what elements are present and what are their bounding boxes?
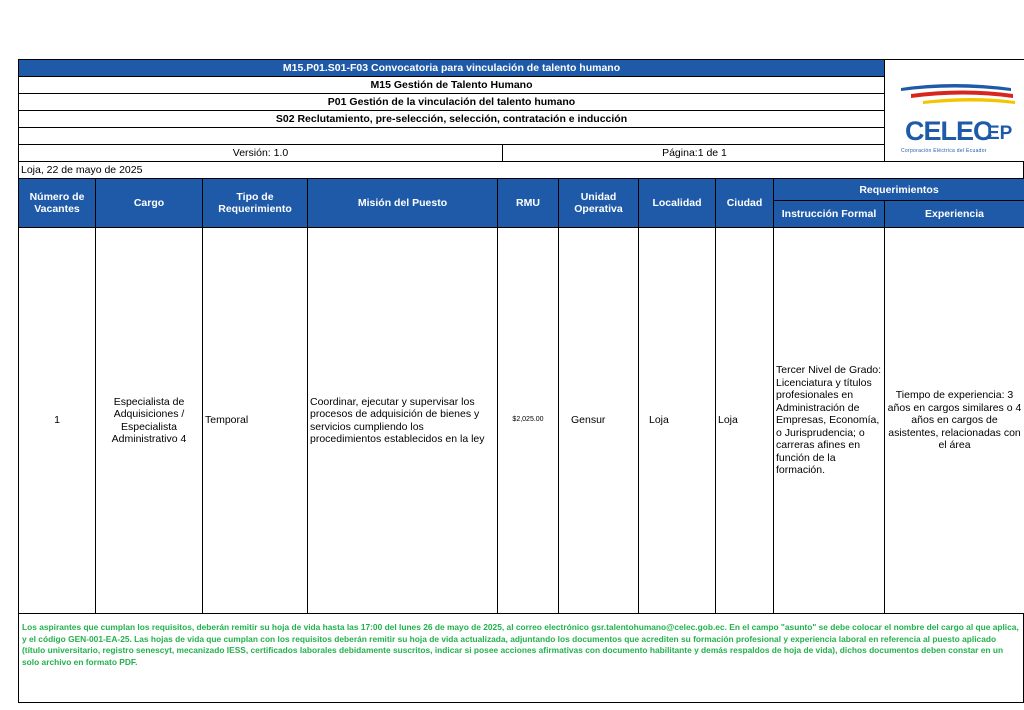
col-localidad: Localidad [639,179,716,228]
cell-instruccion: Tercer Nivel de Grado: Licenciatura y títulos profesionales en Administración de Empresas, Economía, o Jurisprudencia; o carreras afines en función de la formación. [774,228,885,614]
col-tipo: Tipo de Requerimiento [203,179,308,228]
subprocess-title: S02 Reclutamiento, pre-selección, selección, contratación e inducción [18,110,885,127]
cell-experiencia: Tiempo de experiencia: 3 años en cargos similares o 4 años en cargos de asistentes, relacionadas con el área [885,228,1024,614]
form-code-title: M15.P01.S01-F03 Convocatoria para vinculación de talento humano [18,59,885,76]
col-mision: Misión del Puesto [308,179,498,228]
col-unidad: Unidad Operativa [559,179,639,228]
cell-unidad: Gensur [559,228,639,614]
cell-localidad: Loja [639,228,716,614]
macroprocess-title: M15 Gestión de Talento Humano [18,76,885,93]
logo-name: CELEC [905,116,992,146]
col-instruccion: Instrucción Formal [774,201,885,228]
cell-mision: Coordinar, ejecutar y supervisar los procesos de adquisición de bienes y servicios cumpliendo los procedimientos establecidos en la ley [308,228,498,614]
logo-swoosh-icon [893,76,1019,116]
cell-tipo: Temporal [203,228,308,614]
cell-cargo: Especialista de Adquisiciones / Especialista Administrativo 4 [96,228,203,614]
application-instructions: Los aspirantes que cumplan los requisitos, deberán remitir su hoja de vida hasta las 17:00 del lunes 26 de mayo de 2025, al correo electrónico gsr.talentohumano@celec.gob.ec. En el campo "asunto" se debe colocar el nombre del cargo al que aplica, y el código GEN-001-EA-25. Las hojas de vida que cumplan con los requisitos deberán remitir su hoja de vida actualizada, adjuntando los documentos que acrediten su formación profesional y experiencia laboral en referencia al puesto aplicado (título universitario, registro senescyt, mecanizado IESS, certificados laborales debidamente suscritos, indicar si posee acciones afirmativas con documento habilitante y demás respaldos de hoja de vida), dichos documentos deben constar en un solo archivo en formato PDF. [18,613,1024,703]
version-label: Versión: 1.0 [19,145,503,161]
cell-ciudad: Loja [716,228,774,614]
col-vacantes: Número de Vacantes [19,179,96,228]
subprocess-spacer [18,127,885,144]
logo-suffix: EP [987,123,1013,144]
col-ciudad: Ciudad [716,179,774,228]
col-cargo: Cargo [96,179,203,228]
celec-logo [893,76,1019,152]
date-row: Loja, 22 de mayo de 2025 [18,161,1024,179]
col-experiencia: Experiencia [885,201,1024,228]
process-title: P01 Gestión de la vinculación del talento humano [18,93,885,110]
table-row [19,228,1024,614]
version-row [18,144,885,161]
col-rmu: RMU [498,179,559,228]
logo-box [885,59,1024,152]
cell-vacantes: 1 [19,228,96,614]
vacancy-table [18,178,1024,614]
logo-subtitle: Corporación Eléctrica del Ecuador [901,148,987,154]
cell-rmu: $2,025.00 [498,228,559,614]
page-label: Página:1 de 1 [662,147,727,159]
col-requerimientos: Requerimientos [774,179,1024,201]
